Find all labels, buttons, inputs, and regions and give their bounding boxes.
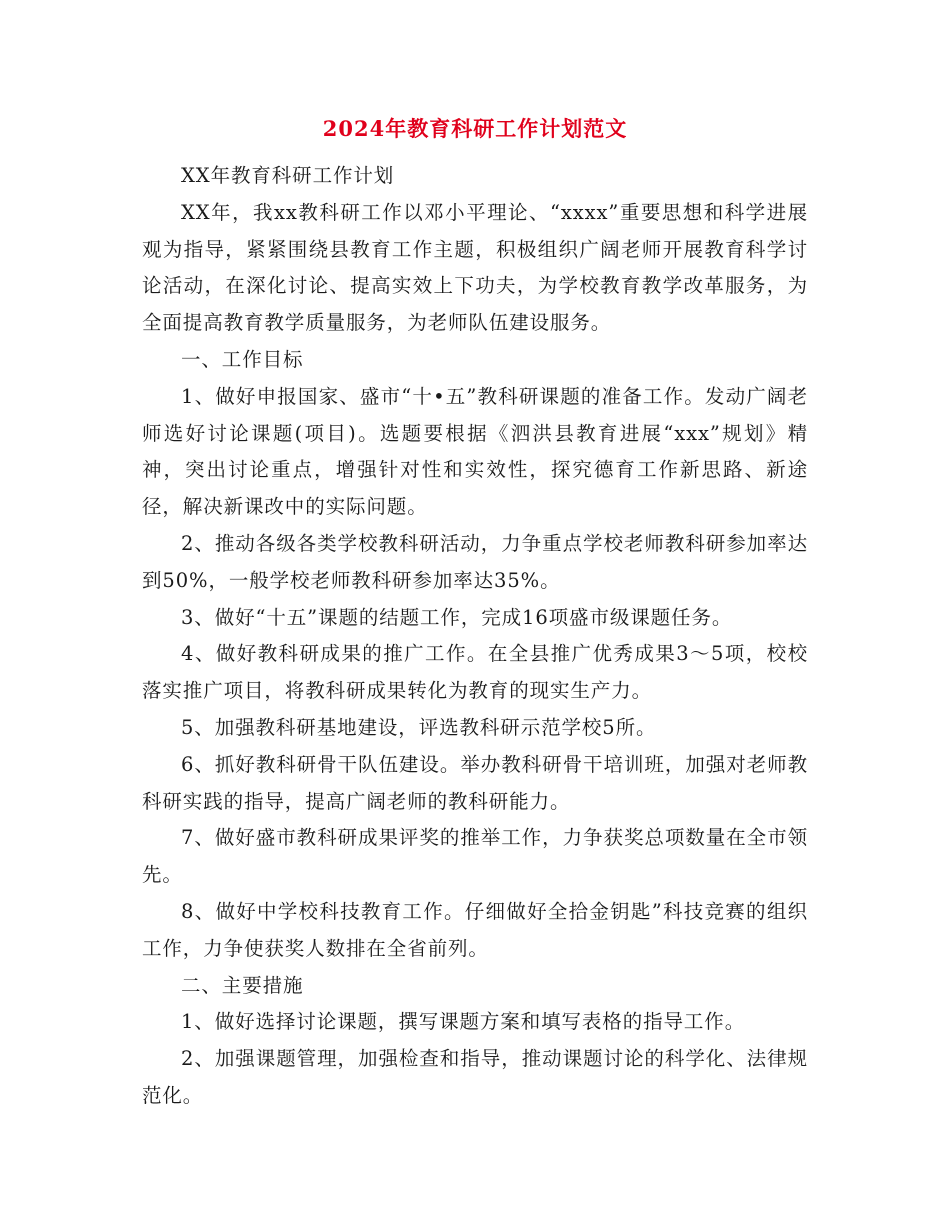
goal-item-5: 5、加强教科研基地建设，评选教科研示范学校5所。 [181,715,657,739]
section-heading-measures: 二、主要措施 [181,973,304,997]
subtitle-paragraph: XX年教育科研工作计划 [181,164,395,187]
document-body [142,158,808,1115]
goal-item-7: 7、做好盛市教科研成果评奖的推举工作，力争获奖总项数量在全市领先。 [142,826,808,887]
measure-item-2: 2、加强课题管理，加强检查和指导，推动课题讨论的科学化、法律规范化。 [142,1047,808,1107]
goal-item-8: 8、做好中学校科技教育工作。仔细做好全拾金钥匙”科技竞赛的组织工作，力争使获奖人数排在全省前列。 [142,899,808,960]
goal-item-1: 1、做好申报国家、盛市“十•五”教科研课题的准备工作。发动广阔老师选好讨论课题(项目)。选题要根据《泗洪县教育进展“xxx”规划》精神，突出讨论重点，增强针对性和实效性，探究德育工作新思路、新途径，解决新课改中的实际问题。 [142,384,808,519]
goal-item-6: 6、抓好教科研骨干队伍建设。举办教科研骨干培训班，加强对老师教科研实践的指导，提高广阔老师的教科研能力。 [142,752,808,813]
section-heading-goals: 一、工作目标 [181,347,304,371]
intro-paragraph: XX年，我xx教科研工作以邓小平理论、“xxxx”重要思想和科学进展观为指导，紧紧围绕县教育工作主题，积极组织广阔老师开展教育科学讨论活动，在深化讨论、提高实效上下功夫，为学校教育教学改革服务，为全面提高教育教学质量服务，为老师队伍建设服务。 [142,200,808,335]
goal-item-3: 3、做好“十五”课题的结题工作，完成16项盛市级课题任务。 [181,605,733,629]
document-title: 2024年教育科研工作计划范文 [322,116,628,141]
measure-item-1: 1、做好选择讨论课题，撰写课题方案和填写表格的指导工作。 [181,1010,746,1034]
goal-item-2: 2、推动各级各类学校教科研活动，力争重点学校老师教科研参加率达到50%，一般学校老师教科研参加率达35%。 [142,531,808,592]
goal-item-4: 4、做好教科研成果的推广工作。在全县推广优秀成果3～5项，校校落实推广项目，将教科研成果转化为教育的现实生产力。 [142,642,808,703]
